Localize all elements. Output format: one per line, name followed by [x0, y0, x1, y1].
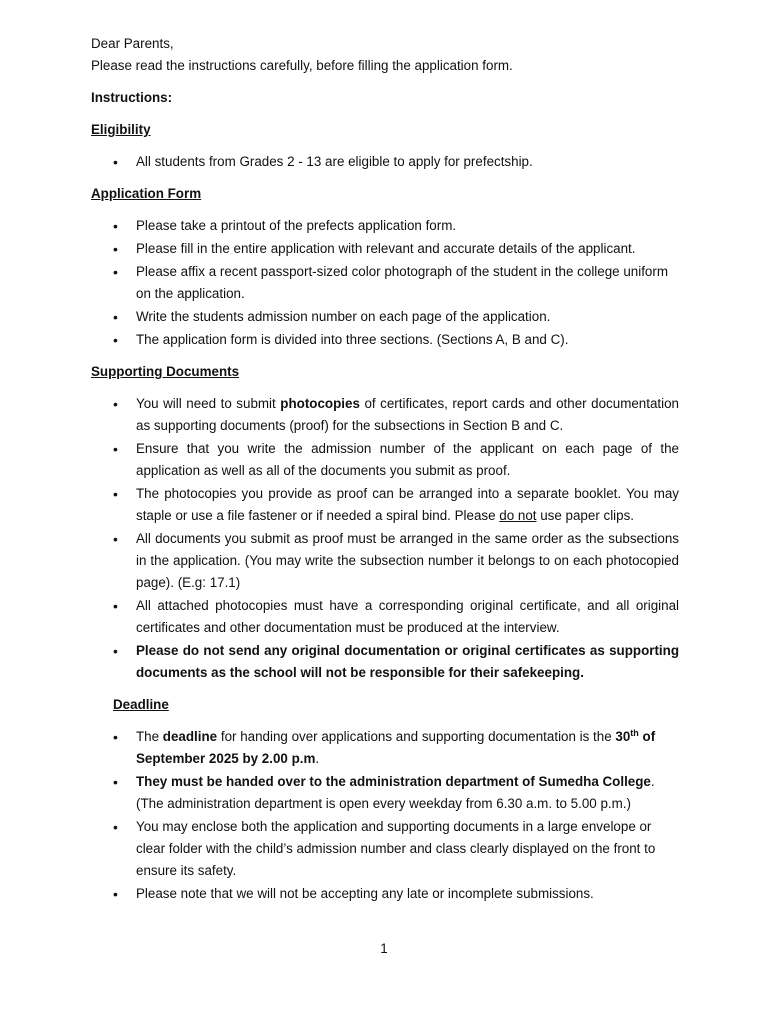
- bullet-icon: •: [113, 598, 118, 614]
- bullet-icon: •: [113, 396, 118, 412]
- list-item-text: Please do not send any original documentation or original certificates as supporting documents as the school will not be responsible for their safekeeping.: [136, 643, 679, 680]
- list-item-text: [136, 774, 655, 811]
- text-run: use paper clips.: [536, 508, 635, 523]
- supporting-documents-heading: [91, 361, 679, 383]
- deadline-date-rest: of September 2025 by 2.00 p.m: [136, 729, 656, 766]
- text-run: of certificates, report cards and other documentation as supporting documents (proof) for the subsections in Section B and C.: [136, 396, 679, 433]
- list-item: [91, 528, 679, 594]
- greeting: Dear Parents,: [91, 36, 174, 51]
- text-run: The: [136, 729, 163, 744]
- list-item-text: [136, 396, 679, 433]
- list-item-text: Please take a printout of the prefects application form.: [136, 218, 457, 233]
- application-form-list: [91, 215, 679, 351]
- list-item-text: Please affix a recent passport-sized color photograph of the student in the college uniform on the application.: [136, 264, 668, 301]
- supporting-documents-list: [91, 393, 679, 684]
- list-item: [91, 438, 679, 482]
- bullet-icon: •: [113, 729, 118, 745]
- list-item: [91, 238, 679, 260]
- list-item: [91, 483, 679, 527]
- list-item: [91, 329, 679, 351]
- list-item-text: Please note that we will not be accepting any late or incomplete submissions.: [136, 886, 594, 901]
- list-item: [91, 816, 679, 882]
- bullet-icon: •: [113, 154, 118, 170]
- list-item-text: Please fill in the entire application with relevant and accurate details of the applicant.: [136, 241, 636, 256]
- bullet-icon: •: [113, 218, 118, 234]
- text-run-bold: photocopies: [280, 396, 360, 411]
- instructions-heading: Instructions:: [91, 90, 173, 105]
- list-item: [91, 640, 679, 684]
- bullet-icon: •: [113, 531, 118, 547]
- list-item: [91, 393, 679, 437]
- deadline-day: 30: [615, 729, 631, 744]
- bullet-icon: •: [113, 819, 118, 835]
- deadline-title: Deadline: [113, 697, 169, 712]
- list-item-text: [136, 486, 679, 523]
- list-item: [91, 883, 679, 905]
- list-item: [91, 261, 679, 305]
- supporting-documents-title: Supporting Documents: [91, 364, 240, 379]
- deadline-list: [91, 726, 679, 905]
- bullet-icon: •: [113, 309, 118, 325]
- bullet-icon: •: [113, 643, 118, 659]
- text-run: The photocopies you provide as proof can be arranged into a separate booklet. You may staple or use a file fastener or if needed a spiral bind. Please: [136, 486, 679, 523]
- list-item: [91, 215, 679, 237]
- list-item-text: All attached photocopies must have a corresponding original certificate, and all original certificates and other documentation must be produced at the interview.: [136, 598, 679, 635]
- intro-text: Please read the instructions carefully, before filling the application form.: [91, 58, 513, 73]
- bullet-icon: •: [113, 774, 118, 790]
- deadline-heading: [113, 694, 679, 716]
- bullet-icon: •: [113, 264, 118, 280]
- text-run-underlined: do not: [499, 508, 537, 523]
- page-number: 1: [380, 941, 388, 956]
- eligibility-heading: [91, 119, 679, 141]
- list-item-text: Ensure that you write the admission number of the applicant on each page of the application as well as all of the documents you submit as proof.: [136, 441, 679, 478]
- list-item: [91, 726, 679, 770]
- bullet-icon: •: [113, 241, 118, 257]
- list-item-text: [136, 729, 655, 766]
- list-item-text: All documents you submit as proof must be arranged in the same order as the subsections in the application. (You may write the subsection number it belongs to on each photocopied page). (E.g: 17.1): [136, 531, 679, 590]
- document-body: [91, 33, 679, 906]
- text-run: .: [315, 751, 320, 766]
- text-run: . (The administration department is open every weekday from 6.30 a.m. to 5.00 p.m.): [136, 774, 655, 811]
- list-item: [91, 151, 679, 173]
- text-run: for handing over applications and supporting documentation is the: [217, 729, 616, 744]
- ordinal-suffix: th: [630, 728, 639, 738]
- eligibility-title: Eligibility: [91, 122, 151, 137]
- text-run-bold: deadline: [162, 729, 218, 744]
- list-item: [91, 771, 679, 815]
- list-item-text: Write the students admission number on each page of the application.: [136, 309, 551, 324]
- text-run-bold: They must be handed over to the administration department of Sumedha College: [136, 774, 651, 789]
- application-form-heading: [91, 183, 679, 205]
- list-item-text: You may enclose both the application and supporting documents in a large envelope or clear folder with the child’s admission number and class clearly displayed on the front to ensure its safety.: [136, 819, 656, 878]
- list-item: [91, 306, 679, 328]
- bullet-icon: •: [113, 486, 118, 502]
- bullet-icon: •: [113, 441, 118, 457]
- eligibility-list: [91, 151, 679, 173]
- text-run: You will need to submit: [136, 396, 281, 411]
- list-item: [91, 595, 679, 639]
- list-item-text: The application form is divided into three sections. (Sections A, B and C).: [136, 332, 569, 347]
- bullet-icon: •: [113, 886, 118, 902]
- application-form-title: Application Form: [91, 186, 202, 201]
- list-item-text: All students from Grades 2 - 13 are eligible to apply for prefectship.: [136, 154, 533, 169]
- bullet-icon: •: [113, 332, 118, 348]
